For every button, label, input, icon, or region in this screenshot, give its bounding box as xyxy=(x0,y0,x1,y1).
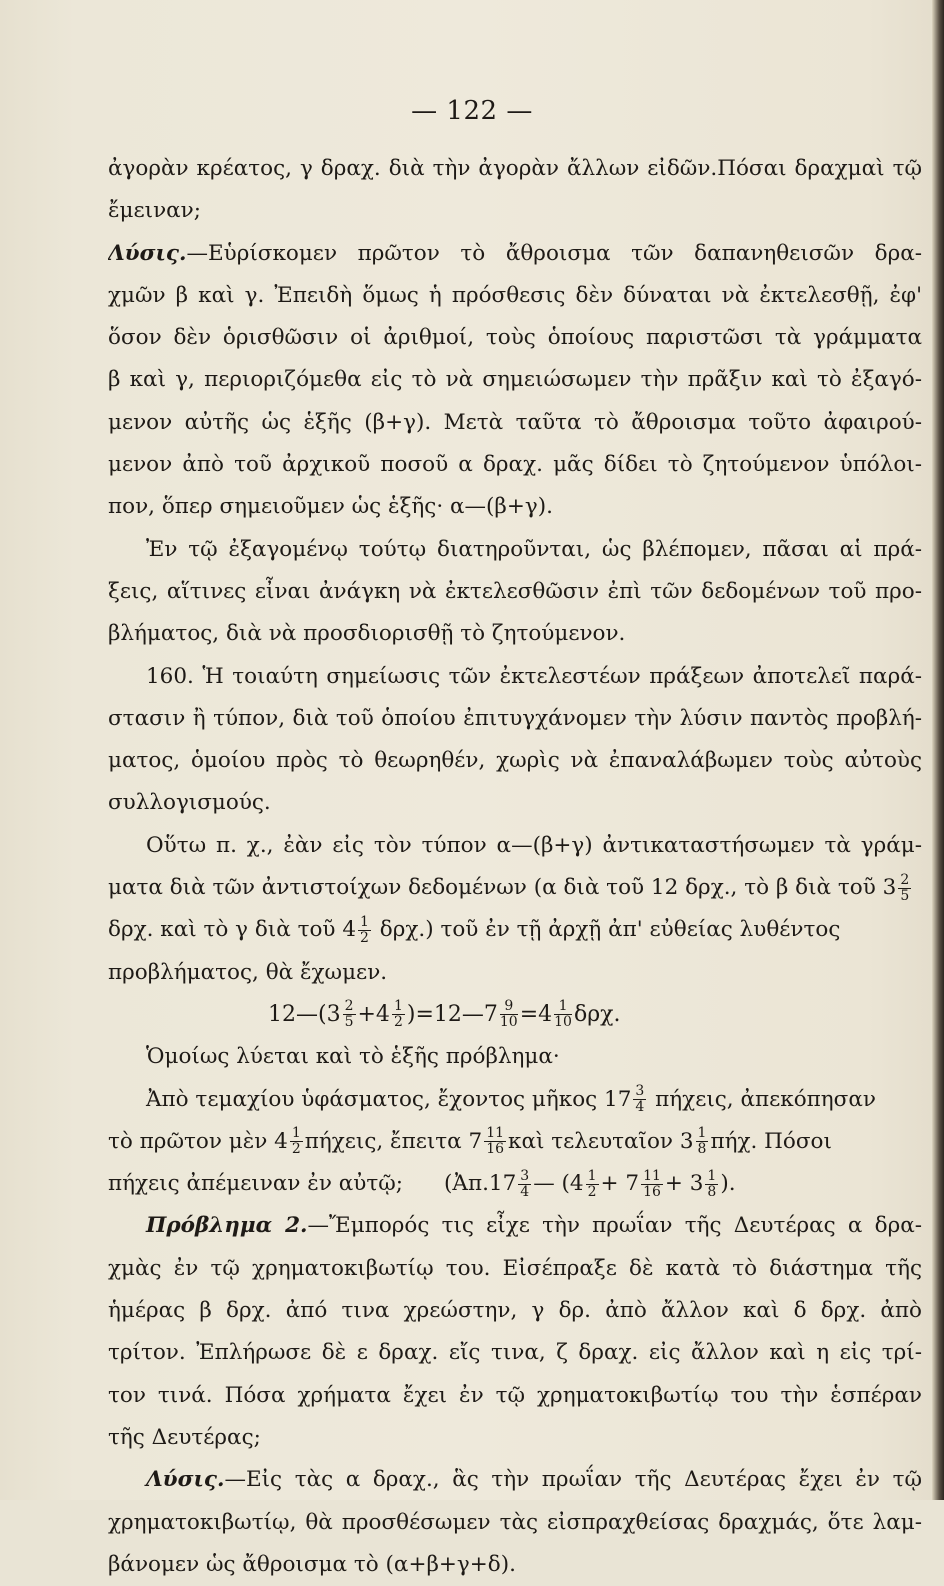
text-line-26 xyxy=(108,1205,922,1247)
text-line-19-main: δρχ. καὶ τὸ γ διὰ τοῦ 4 xyxy=(108,917,357,943)
text-line-22: Ὁμοίως λύεται καὶ τὸ ἑξῆς πρόβλημα· xyxy=(146,1044,560,1070)
text-line-28: ἡμέρας β δρχ. ἀπό τινα χρεώστην, γ δρ. ἀπὸ ἄλλον καὶ δ δρχ. ἀπὸ xyxy=(108,1298,922,1324)
lysis-label-2: Λύσις. xyxy=(146,1467,225,1493)
text-line-19-rest: δρχ.) τοῦ ἐν τῇ ἀρχῇ ἀπ' εὐθείας λυθέντος xyxy=(379,917,841,943)
page-number: — 122 — xyxy=(411,96,533,126)
fraction-three-quarters-b: $\frac{3}{4}$ xyxy=(520,1167,530,1200)
text-line-17: Οὕτω π. χ., ἐὰν εἰς τὸν τύπον α—(β+γ) ἀντικαταστήσωμεν τὰ γράμ- xyxy=(146,832,922,858)
text-line-25: πήχεις ἀπέμειναν ἐν αὐτῷ; (Ἀπ.17 $\frac{3}{4}$ — (4 $\frac{1}{2}$ + 7 $\frac{11}{16}$ + 3 $\frac{1}{8}$ ). xyxy=(108,1167,736,1200)
text-line-9: πον, ὅπερ σημειοῦμεν ὡς ἑξῆς· α—(β+γ). xyxy=(108,494,553,520)
fraction-three-quarters: $\frac{3}{4}$ xyxy=(635,1083,645,1116)
text-line-13: 160. Ἡ τοιαύτη σημείωσις τῶν ἐκτελεστέων πράξεων ἀποτελεῖ παρά- xyxy=(146,663,922,689)
text-line-11: ξεις, αἵτινες εἶναι ἀνάγκη νὰ ἐκτελεσθῶσιν ἐπὶ τῶν δεδομένων τοῦ προ- xyxy=(108,578,922,604)
text-line-24: τὸ πρῶτον μὲν 4 $\frac{1}{2}$ πήχεις, ἔπειτα 7 $\frac{11}{16}$ καὶ τελευταῖον 3 $\frac{1}{8}$ πήχ. Πόσοι xyxy=(108,1125,832,1158)
text-line-20: προβλήματος, θὰ ἔχωμεν. xyxy=(108,959,388,985)
text-line-15: ματος, ὁμοίου πρὸς τὸ θεωρηθέν, χωρὶς νὰ ἐπαναλάβωμεν τοὺς αὐτοὺς xyxy=(108,748,922,774)
fraction-nine-tenths: $\frac{9}{10}$ xyxy=(499,998,518,1031)
fraction-one-eighth-b: $\frac{1}{8}$ xyxy=(707,1167,717,1200)
problem-label: Πρόβλημα 2. xyxy=(146,1213,308,1239)
text-line-3 xyxy=(108,233,922,275)
text-line-3-rest: —Εὑρίσκομεν πρῶτον τὸ ἄθροισμα τῶν δαπανηθεισῶν δρα- xyxy=(186,240,922,266)
lysis-label: Λύσις. xyxy=(108,240,187,266)
text-line-1: ἀγορὰν κρέατος, γ δραχ. διὰ τὴν ἀγορὰν ἄλλων εἰδῶν.Πόσαι δραχμαὶ τῷ xyxy=(108,156,922,181)
text-line-19 xyxy=(108,909,922,951)
fraction-one-eighth: $\frac{1}{8}$ xyxy=(697,1125,707,1158)
text-line-31: τῆς Δευτέρας; xyxy=(108,1424,261,1450)
text-line-32 xyxy=(108,1459,922,1501)
fraction-one-half: $\frac{1}{2}$ xyxy=(360,913,369,946)
text-line-5: ὅσον δὲν ὁρισθῶσιν οἱ ἀριθμοί, τοὺς ὁποίους παριστῶσι τὰ γράμματα xyxy=(108,325,922,351)
text-line-34: βάνομεν ὡς ἄθροισμα τὸ (α+β+γ+δ). xyxy=(108,1551,516,1577)
text-line-29: τρίτον. Ἐπλήρωσε δὲ ε δραχ. εἴς τινα, ζ δραχ. εἰς ἄλλον καὶ η εἰς τρί- xyxy=(108,1340,922,1366)
page-body xyxy=(108,148,922,1586)
text-line-32-rest: —Εἰς τὰς α δραχ., ἃς τὴν πρωΐαν τῆς Δευτέρας ἔχει ἐν τῷ xyxy=(224,1467,922,1493)
fraction-one-tenth: $\frac{1}{10}$ xyxy=(554,998,572,1031)
text-line-26-rest: —Ἔμπορός τις εἶχε τὴν πρωΐαν τῆς Δευτέρας α δρα- xyxy=(307,1213,922,1239)
text-line-18 xyxy=(108,867,922,909)
text-line-18-main: ματα διὰ τῶν ἀντιστοίχων δεδομένων (α διὰ τοῦ 12 δρχ., τὸ β διὰ τοῦ 3 xyxy=(108,875,897,901)
text-line-2: ἔμειναν; xyxy=(108,198,201,224)
fraction-two-fifths-b: $\frac{2}{5}$ xyxy=(344,998,354,1031)
text-line-16: συλλογισμούς. xyxy=(108,790,271,816)
text-line-7: μενον αὐτῆς ὡς ἑξῆς (β+γ). Μετὰ ταῦτα τὸ ἄθροισμα τοῦτο ἀφαιρού- xyxy=(108,409,922,435)
text-line-8: μενον ἀπὸ τοῦ ἀρχικοῦ ποσοῦ α δραχ. μᾶς δίδει τὸ ζητούμενον ὑπόλοι- xyxy=(108,452,922,478)
fraction-one-half-b: $\frac{1}{2}$ xyxy=(393,998,403,1031)
text-line-4: χμῶν β καὶ γ. Ἐπειδὴ ὅμως ἡ πρόσθεσις δὲν δύναται νὰ ἐκτελεσθῇ, ἐφ' xyxy=(108,282,922,308)
fraction-eleven-sixteenths-b: $\frac{11}{16}$ xyxy=(643,1167,661,1200)
fraction-one-half-d: $\frac{1}{2}$ xyxy=(587,1167,597,1200)
text-line-30: τον τινά. Πόσα χρήματα ἔχει ἐν τῷ χρηματοκιβωτίῳ του τὴν ἑσπέραν xyxy=(108,1382,922,1408)
text-line-27: χμὰς ἐν τῷ χρηματοκιβωτίῳ του. Εἰσέπραξε δὲ κατὰ τὸ διάστημα τῆς xyxy=(108,1255,922,1281)
text-line-12: βλήματος, διὰ νὰ προσδιορισθῇ τὸ ζητούμενον. xyxy=(108,621,626,647)
fraction-two-fifths: $\frac{2}{5}$ xyxy=(900,871,910,904)
text-line-23: Ἀπὸ τεμαχίου ὑφάσματος, ἔχοντος μῆκος 17 $\frac{3}{4}$ πήχεις, ἀπεκόπησαν xyxy=(146,1083,876,1116)
fraction-eleven-sixteenths: $\frac{11}{16}$ xyxy=(486,1125,505,1158)
fraction-one-half-c: $\frac{1}{2}$ xyxy=(291,1125,301,1158)
text-line-33: χρηματοκιβωτίῳ, θὰ προσθέσωμεν τὰς εἰσπραχθείσας δραχμάς, ὅτε λαμ- xyxy=(108,1509,922,1535)
page-edge-shadow xyxy=(932,0,944,1500)
text-line-10: Ἐν τῷ ἐξαγομένῳ τούτῳ διατηροῦνται, ὡς βλέπομεν, πᾶσαι αἱ πρά- xyxy=(146,536,922,562)
text-line-6: β καὶ γ, περιοριζόμεθα εἰς τὸ νὰ σημειώσωμεν τὴν πρᾶξιν καὶ τὸ ἐξαγό- xyxy=(108,367,922,393)
text-line-14: στασιν ἢ τύπον, διὰ τοῦ ὁποίου ἐπιτυγχάνομεν τὴν λύσιν παντὸς προβλή- xyxy=(108,705,922,731)
formula-line: 12—(3 $\frac{2}{5}$ +4 $\frac{1}{2}$ )=12—7 $\frac{9}{10}$ =4 $\frac{1}{10}$ δρχ. xyxy=(268,998,621,1031)
